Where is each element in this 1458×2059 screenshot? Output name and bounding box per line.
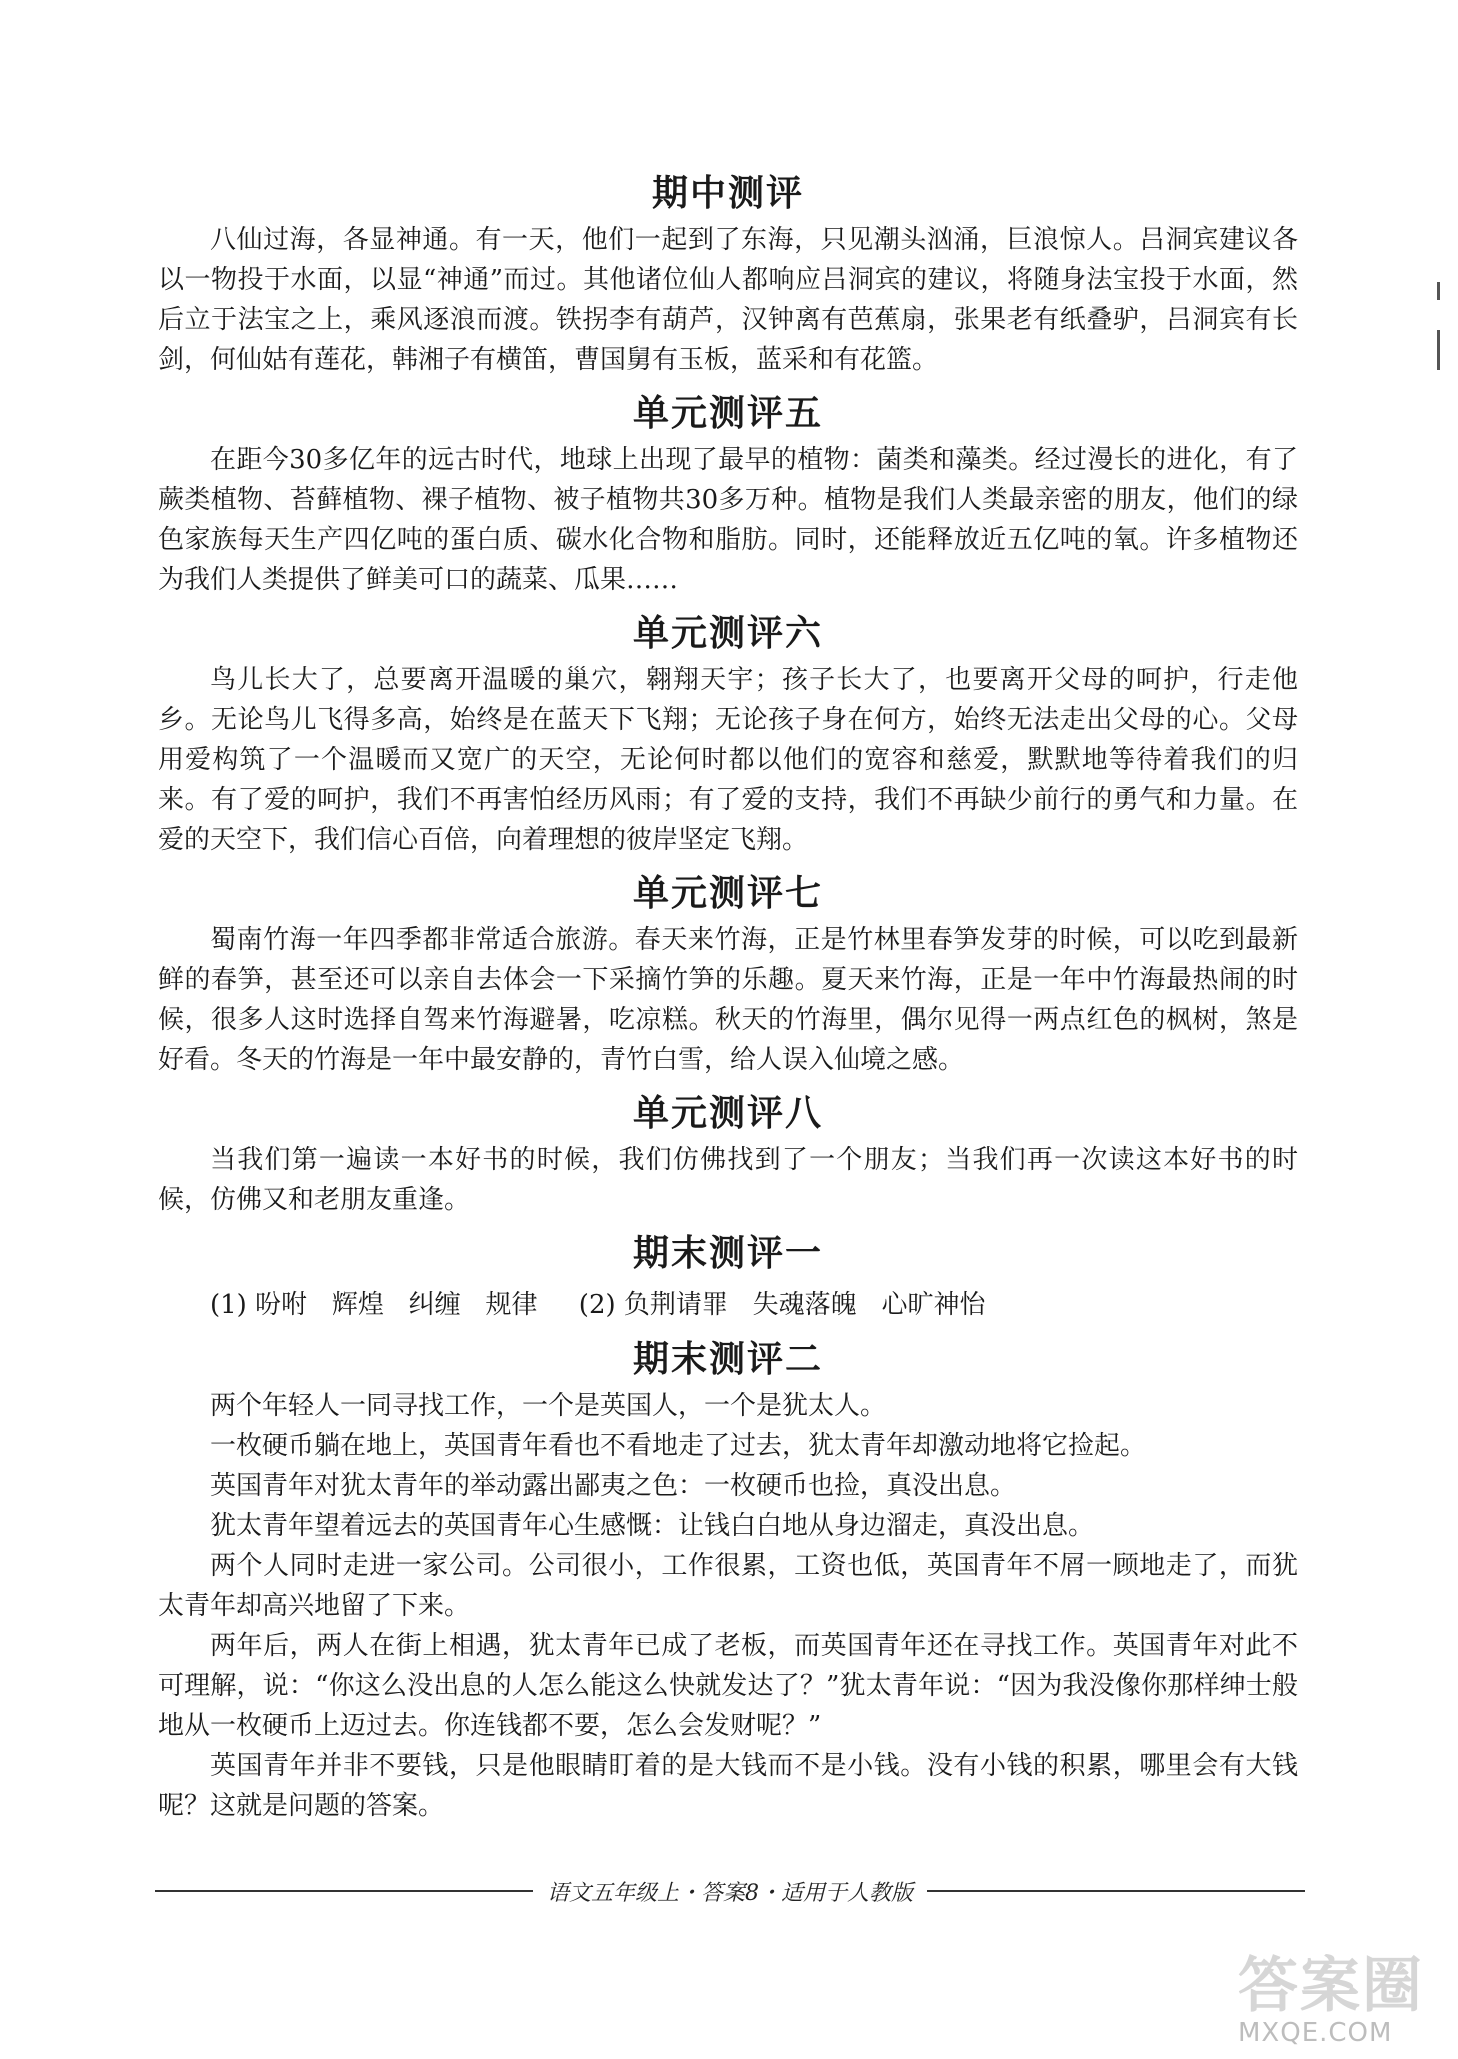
footer-rule-right <box>927 1890 1305 1892</box>
scan-edge-mark <box>1437 282 1440 300</box>
answer-section <box>158 1334 1298 1826</box>
answer-paragraph: 两个年轻人一同寻找工作，一个是英国人，一个是犹太人。 <box>210 1391 887 1421</box>
answer-paragraph: 英国青年并非不要钱，只是他眼睛盯着的是大钱而不是小钱。没有小钱的积累，哪里会有大钱呢？这就是问题的答案。 <box>158 1751 1298 1821</box>
footer-text: 语文五年级上・答案8・适用于人教版 <box>547 1880 913 1906</box>
section-title: 单元测评八 <box>632 1093 823 1134</box>
answer-section <box>158 1228 1298 1326</box>
watermark-logo <box>1238 1953 1448 2053</box>
page-footer <box>155 1876 1305 1906</box>
answer-section <box>158 868 1298 1080</box>
answer-paragraph: 在距今30多亿年的远古时代，地球上出现了最早的植物：菌类和藻类。经过漫长的进化，有了蕨类植物、苔藓植物、裸子植物、被子植物共30多万种。植物是我们人类最亲密的朋友，他们的绿色家族每天生产四亿吨的蛋白质、碳水化合物和脂肪。同时，还能释放近五亿吨的氧。许多植物还为我们人类提供了鲜美可口的蔬菜、瓜果…… <box>158 445 1298 595</box>
answer-paragraph: 蜀南竹海一年四季都非常适合旅游。春天来竹海，正是竹林里春笋发芽的时候，可以吃到最新鲜的春笋，甚至还可以亲自去体会一下采摘竹笋的乐趣。夏天来竹海，正是一年中竹海最热闹的时候，很多人这时选择自驾来竹海避暑，吃凉糕。秋天的竹海里，偶尔见得一两点红色的枫树，煞是好看。冬天的竹海是一年中最安静的，青竹白雪，给人误入仙境之感。 <box>158 925 1298 1075</box>
answer-paragraph: 两年后，两人在街上相遇，犹太青年已成了老板，而英国青年还在寻找工作。英国青年对此不可理解，说：“你这么没出息的人怎么能这么快就发达了？”犹太青年说：“因为我没像你那样绅士般地从一枚硬币上迈过去。你连钱都不要，怎么会发财呢？” <box>158 1631 1298 1741</box>
watermark-logo-text: 答案圈 <box>1238 1951 1424 2021</box>
answer-section <box>158 1088 1298 1220</box>
answer-section <box>158 388 1298 600</box>
section-title: 单元测评六 <box>632 613 823 654</box>
answer-paragraph: 两个人同时走进一家公司。公司很小，工作很累，工资也低，英国青年不屑一顾地走了，而犹太青年却高兴地留了下来。 <box>158 1551 1298 1621</box>
scan-edge-mark <box>1437 330 1440 370</box>
section-title: 期末测评二 <box>632 1339 823 1380</box>
answer-section <box>158 608 1298 860</box>
answer-paragraph: 犹太青年望着远去的英国青年心生感慨：让钱白白地从身边溜走，真没出息。 <box>210 1511 1095 1541</box>
answer-paragraph: 八仙过海，各显神通。有一天，他们一起到了东海，只见潮头汹涌，巨浪惊人。吕洞宾建议各以一物投于水面，以显“神通”而过。其他诸位仙人都响应吕洞宾的建议，将随身法宝投于水面，然后立于法宝之上，乘风逐浪而渡。铁拐李有葫芦，汉钟离有芭蕉扇，张果老有纸叠驴，吕洞宾有长剑，何仙姑有莲花，韩湘子有横笛，曹国舅有玉板，蓝采和有花篮。 <box>158 225 1298 375</box>
page-content <box>158 168 1298 1834</box>
section-title: 单元测评五 <box>632 393 823 434</box>
answer-paragraph: 一枚硬币躺在地上，英国青年看也不看地走了过去，犹太青年却激动地将它捡起。 <box>210 1431 1147 1461</box>
answer-paragraph: 英国青年对犹太青年的举动露出鄙夷之色：一枚硬币也捡，真没出息。 <box>210 1471 1017 1501</box>
answer-paragraph: 鸟儿长大了，总要离开温暖的巢穴，翱翔天宇；孩子长大了，也要离开父母的呵护，行走他乡。无论鸟儿飞得多高，始终是在蓝天下飞翔；无论孩子身在何方，始终无法走出父母的心。父母用爱构筑了一个温暖而又宽广的天空，无论何时都以他们的宽容和慈爱，默默地等待着我们的归来。有了爱的呵护，我们不再害怕经历风雨；有了爱的支持，我们不再缺少前行的勇气和力量。在爱的天空下，我们信心百倍，向着理想的彼岸坚定飞翔。 <box>158 665 1298 855</box>
section-title: 期中测评 <box>651 173 804 214</box>
watermark-url: MXQE.COM <box>1238 2018 1393 2048</box>
section-title: 单元测评七 <box>632 873 823 914</box>
footer-rule-left <box>155 1890 533 1892</box>
answer-section <box>158 168 1298 380</box>
answer-line: (1) 吩咐 辉煌 纠缠 规律 (2) 负荆请罪 失魂落魄 心旷神怡 <box>210 1290 986 1320</box>
answer-paragraph: 当我们第一遍读一本好书的时候，我们仿佛找到了一个朋友；当我们再一次读这本好书的时候，仿佛又和老朋友重逢。 <box>158 1145 1298 1215</box>
section-title: 期末测评一 <box>632 1233 823 1274</box>
